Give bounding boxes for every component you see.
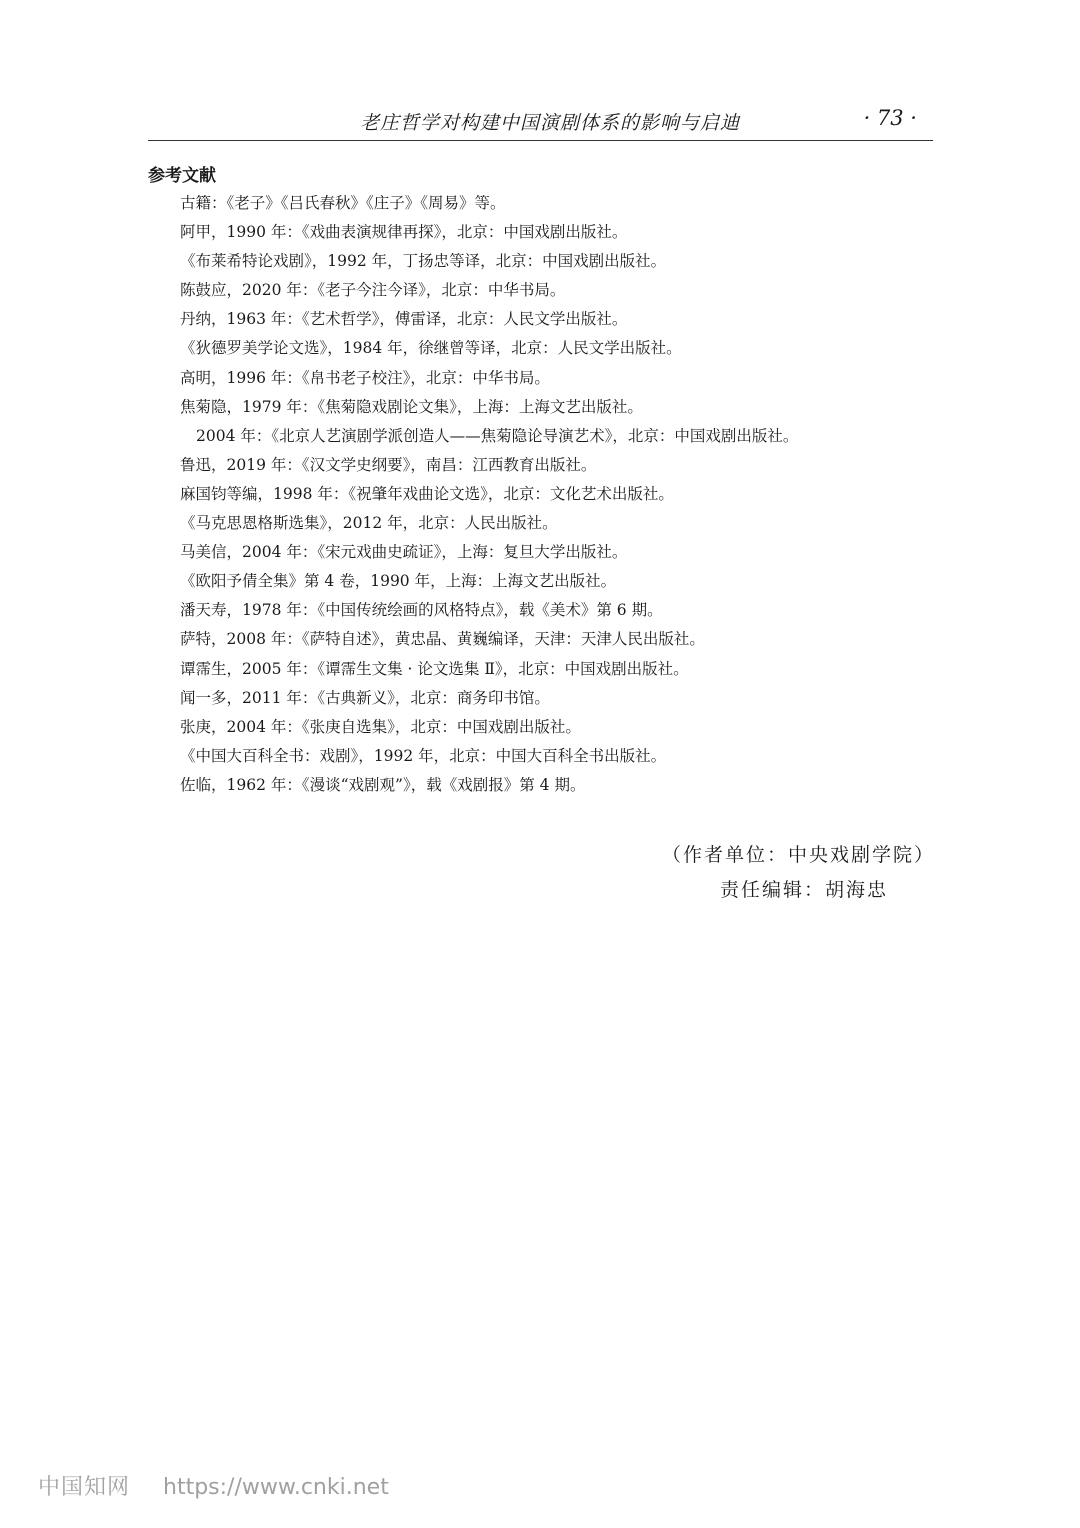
cnki-watermark (38, 1470, 389, 1501)
reference-item: 鲁迅，2019 年：《汉文学史纲要》，南昌：江西教育出版社。 (180, 455, 597, 474)
reference-item: 高明，1996 年：《帛书老子校注》，北京：中华书局。 (180, 368, 550, 387)
reference-item-continued: 2004 年：《北京人艺演剧学派创造人——焦菊隐论导演艺术》，北京：中国戏剧出版社。 (196, 426, 799, 445)
watermark-brand: 中国知网 (38, 1475, 131, 1500)
reference-item: 谭霈生，2005 年：《谭霈生文集 · 论文选集 Ⅱ》，北京：中国戏剧出版社。 (180, 659, 689, 678)
watermark-url: https://www.cnki.net (163, 1475, 389, 1500)
reference-item: 陈鼓应，2020 年：《老子今注今译》，北京：中华书局。 (180, 281, 566, 300)
reference-item: 焦菊隐，1979 年：《焦菊隐戏剧论文集》，上海：上海文艺出版社。 (180, 397, 643, 416)
reference-item: 古籍：《老子》《吕氏春秋》《庄子》《周易》等。 (180, 194, 506, 212)
author-affiliation: （作者单位：中央戏剧学院） (661, 844, 935, 866)
reference-item: 丹纳，1963 年：《艺术哲学》，傅雷译，北京：人民文学出版社。 (180, 310, 628, 329)
references-list (180, 189, 920, 800)
reference-item: 马美信，2004 年：《宋元戏曲史疏证》，上海：复旦大学出版社。 (180, 543, 628, 562)
reference-item: 麻国钧等编，1998 年：《祝肇年戏曲论文选》，北京：文化艺术出版社。 (180, 484, 674, 503)
reference-item: 《欧阳予倩全集》第 4 卷，1990 年，上海：上海文艺出版社。 (180, 572, 617, 591)
page-number: · 73 · (863, 106, 917, 130)
running-header (148, 106, 933, 141)
running-header-title: 老庄哲学对构建中国演剧体系的影响与启迪 (360, 112, 741, 134)
reference-item: 《中国大百科全书：戏剧》，1992 年，北京：中国大百科全书出版社。 (180, 746, 667, 765)
responsible-editor: 责任编辑：胡海忠 (719, 879, 888, 901)
reference-item: 阿甲，1990 年：《戏曲表演规律再探》，北京：中国戏剧出版社。 (180, 223, 628, 242)
reference-item: 闻一多，2011 年：《古典新义》，北京：商务印书馆。 (180, 688, 550, 707)
reference-item: 潘天寿，1978 年：《中国传统绘画的风格特点》，载《美术》第 6 期。 (180, 601, 663, 620)
reference-item: 张庚，2004 年：《张庚自选集》，北京：中国戏剧出版社。 (180, 717, 581, 736)
reference-item: 萨特，2008 年：《萨特自述》，黄忠晶、黄巍编译，天津：天津人民出版社。 (180, 630, 705, 649)
reference-item: 《马克思恩格斯选集》，2012 年，北京：人民出版社。 (180, 514, 558, 533)
reference-item: 佐临，1962 年：《漫谈“戏剧观”》，载《戏剧报》第 4 期。 (180, 775, 586, 794)
reference-item: 《狄德罗美学论文选》，1984 年，徐继曾等译，北京：人民文学出版社。 (180, 339, 682, 358)
references-heading: 参考文献 (148, 166, 216, 186)
reference-item: 《布莱希特论戏剧》，1992 年，丁扬忠等译，北京：中国戏剧出版社。 (180, 252, 667, 271)
